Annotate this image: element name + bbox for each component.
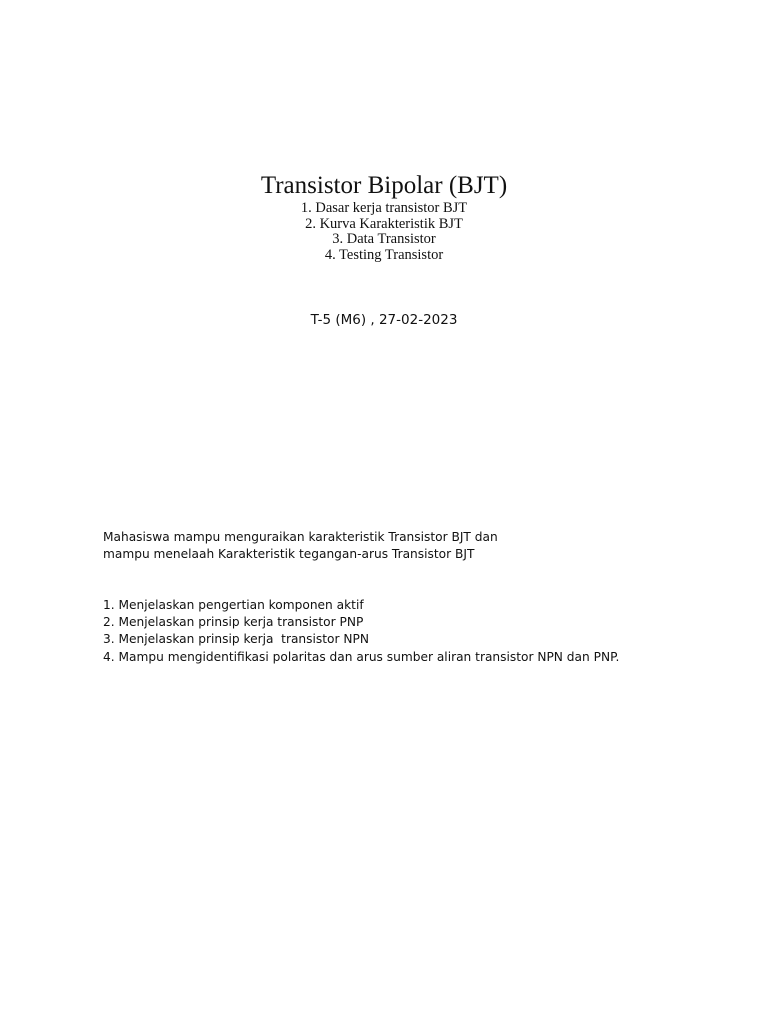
indicator-item: 3. Menjelaskan prinsip kerja transistor NPN	[103, 632, 369, 647]
topic-item: 1. Dasar kerja transistor BJT	[300, 200, 468, 216]
indicator-item: 2. Menjelaskan prinsip kerja transistor PNP	[103, 615, 364, 630]
document-title: Transistor Bipolar (BJT)	[260, 172, 508, 199]
topic-item: 2. Kurva Karakteristik BJT	[305, 215, 463, 232]
objective-line: mampu menelaah Karakteristik tegangan-arus Transistor BJT	[103, 547, 475, 562]
learning-objective	[103, 529, 723, 563]
topic-item: 3. Data Transistor	[332, 231, 436, 248]
objective-line: Mahasiswa mampu menguraikan karakteristik Transistor BJT dan	[103, 530, 498, 544]
session-date: T-5 (M6) , 27-02-2023	[310, 312, 458, 328]
indicator-list	[103, 597, 723, 666]
topic-list	[0, 201, 768, 264]
indicator-item: 1. Menjelaskan pengertian komponen aktif	[103, 598, 364, 612]
topic-item: 4. Testing Transistor	[324, 247, 444, 264]
title-block	[0, 171, 768, 264]
indicator-item: 4. Mampu mengidentifikasi polaritas dan arus sumber aliran transistor NPN dan PNP.	[103, 649, 620, 664]
